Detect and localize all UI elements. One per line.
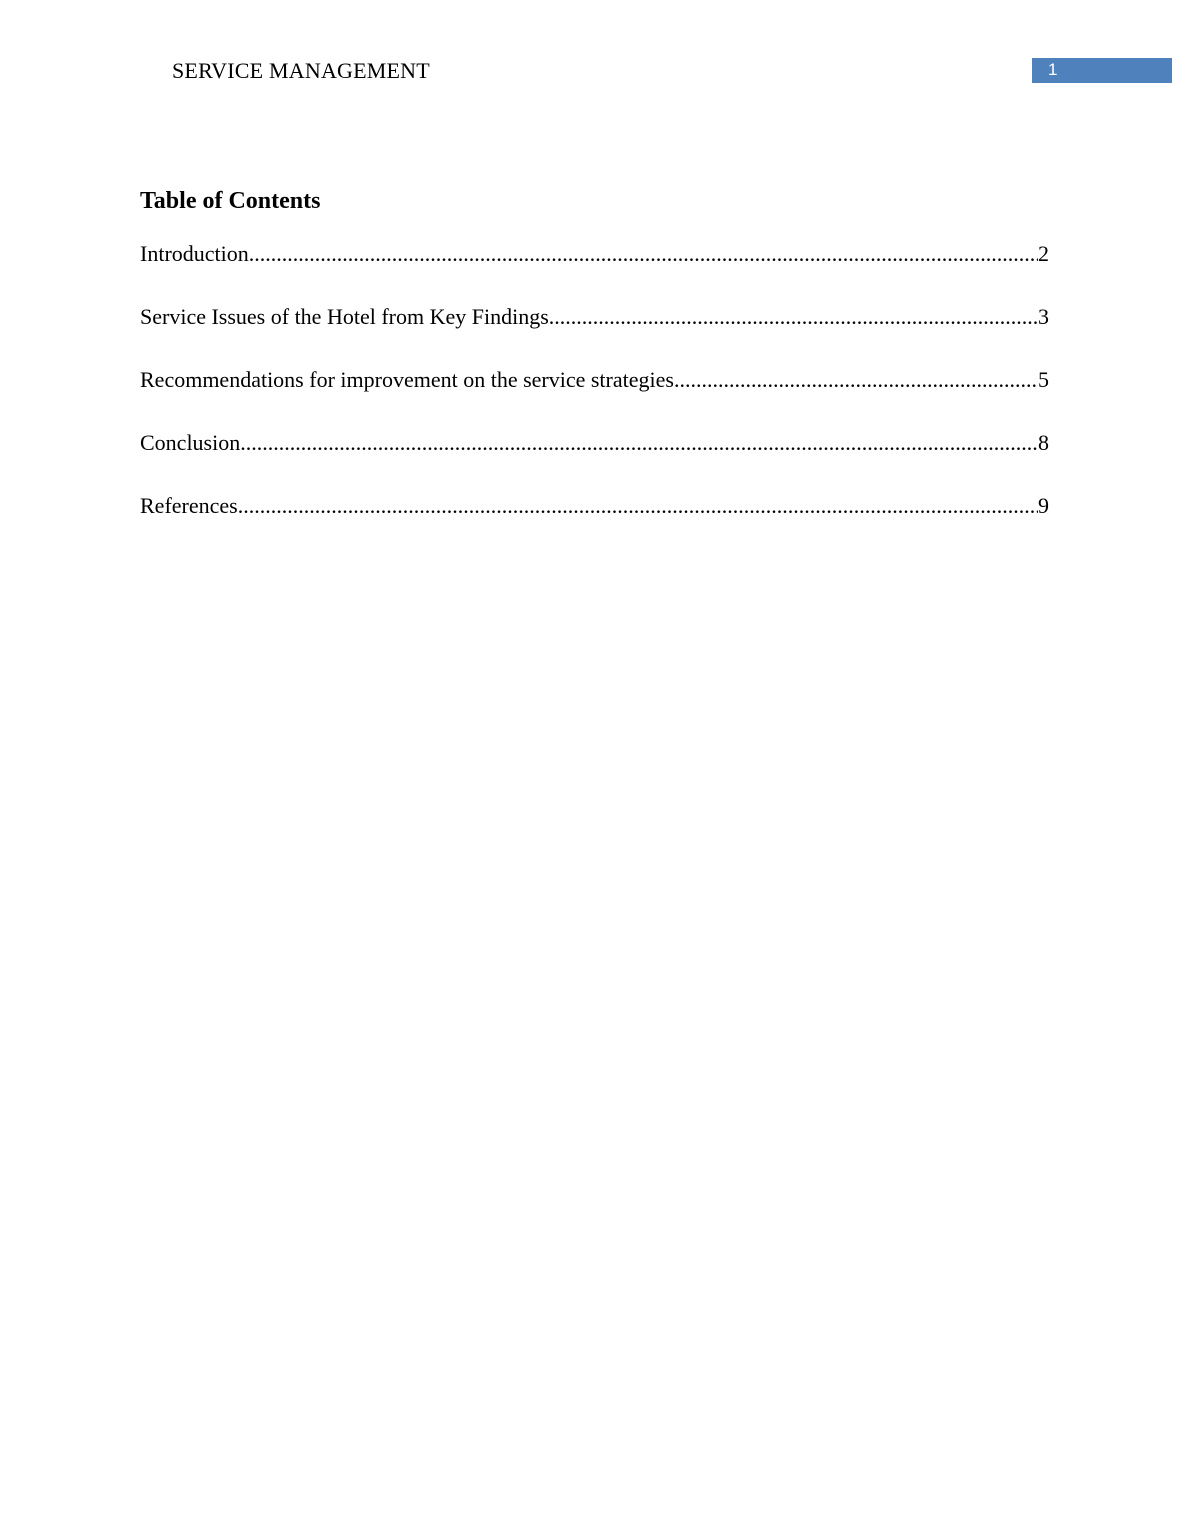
running-header-title: SERVICE MANAGEMENT: [172, 58, 430, 83]
toc-dot-leader: [674, 366, 1038, 394]
toc-entry-references[interactable]: [140, 492, 1049, 555]
toc-dot-leader: [240, 429, 1038, 457]
table-of-contents: [140, 240, 1049, 555]
toc-entry-page: 2: [1038, 241, 1049, 266]
toc-entry-recommendations[interactable]: [140, 366, 1049, 429]
toc-entry-title: Conclusion: [140, 430, 241, 455]
toc-entry-page: 8: [1038, 430, 1049, 455]
toc-dot-leader: [249, 240, 1038, 268]
toc-entry-page: 9: [1038, 493, 1049, 518]
toc-dot-leader: [238, 492, 1038, 520]
toc-entry-title: Recommendations for improvement on the service strategies: [140, 367, 674, 392]
toc-entry-conclusion[interactable]: [140, 429, 1049, 492]
toc-entry-service-issues[interactable]: [140, 303, 1049, 366]
toc-entry-page: 3: [1038, 304, 1049, 329]
toc-entry-title: Service Issues of the Hotel from Key Findings: [140, 304, 549, 329]
toc-entry-introduction[interactable]: [140, 240, 1049, 303]
toc-entry-title: Introduction: [140, 241, 249, 266]
page-number: 1: [1048, 60, 1058, 79]
toc-entry-title: References: [140, 493, 238, 518]
toc-dot-leader: [549, 303, 1038, 331]
page-number-badge: [1032, 58, 1172, 83]
toc-heading: Table of Contents: [140, 188, 321, 214]
toc-entry-page: 5: [1038, 367, 1049, 392]
